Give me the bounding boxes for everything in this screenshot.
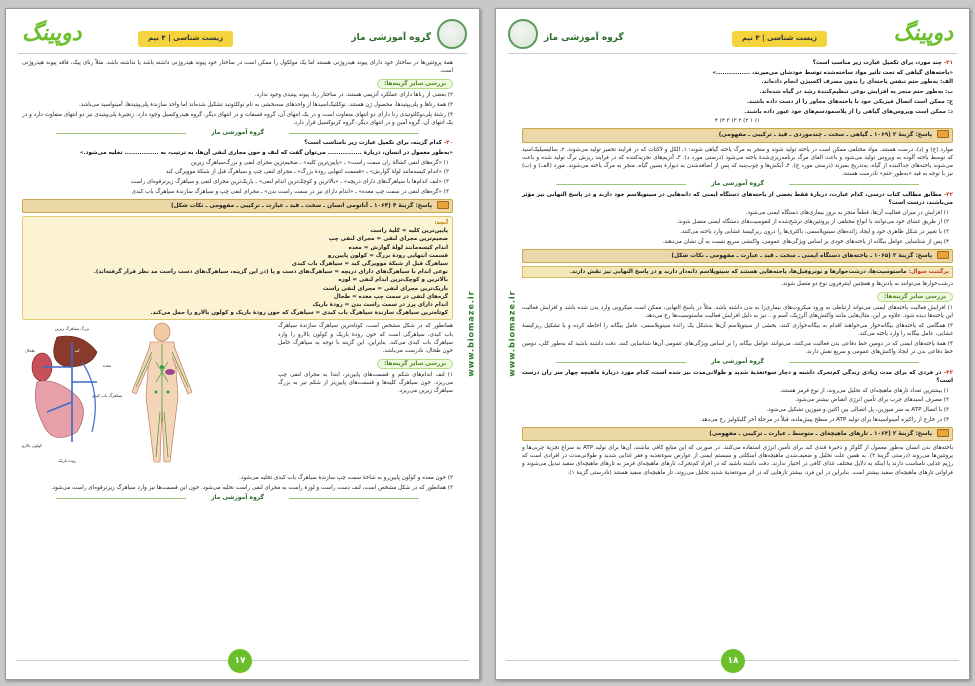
answer-bar [522,249,953,263]
note-bar [522,266,953,278]
review-3: ۳) همانطور که در شکل مشخص است، لنف دست راست و لوزهٔ راست به مجرای لنفی راست تخلیه می‌شود. خون این قسمت‌ها نیز وارد سیاهرگ زیرترقوه‌ای راست می‌شود. [50,485,453,492]
answer-explanation: یاخته‌های بدن انسان به‌طور معمول از گلوکز و ذخیرهٔ قندی کبد برای تأمین انرژی استفاده می‌کنند. در صورتی که این منابع کافی نباشند، آن‌ها برای تولید ATP به سراغ تجزیهٔ چربی‌ها و پروتئین‌ها می‌روند (درستی گزینهٔ ۲). به همین علت تحلیل و ضعیف‌شدن ماهیچه‌های اسکلتی و سیستم ایمنی از عوارض سوءتغذیه و فقر غذایی شدید و طولانی‌مدت در افرادی است که رژیم غذایی نامناسب دارند یا اینکه به دلایل مختلف غذای کافی در اختیار ندارند. دقت داشته باشید که در افراد کم‌تحرک، تارهای ماهیچه‌ای قرمز به تارهای ماهیچه‌ای سفید تبدیل می‌شوند و فراوانی تارهای ماهیچه‌ای سفید بیشتر است. بنابراین در این فرد، بیشتر تارهایی که در اثر سوءتغذیهٔ شدید تحلیل می‌روند، تار ماهیچه‌ای سفید هستند (نادرستی گزینهٔ ۱). [522,445,954,476]
page-content [22,59,453,653]
group-watermark: گروه آموزشی ماز [22,129,453,137]
human-lymph-figure [122,322,202,467]
answer-text: پاسخ: گزینهٔ ۲ (۱۰۶۹ ـ گیاهی ـ سخت ـ چندموردی ـ قید ـ ترکیبی ـ مفهومی) [718,132,932,139]
question-43 [522,369,953,385]
brand-group-name: گروه آموزشی ماز [351,33,431,43]
fig-label: کبد [74,348,80,354]
review-3: ۳) همگامی که یاخته‌های بیگانه‌خوار می‌خواهند اقدام به بیگانه‌خواری کنند، بخشی از سیتوپلاسم آن‌ها به‌شکل یک زائدهٔ سیتوپلاسمی، عامل بیگانه را احاطه کرده و با تشکیل ریزکیسهٔ غشایی، عامل بیگانه را وارد یاخته می‌کند. [522,323,953,338]
dooping-logo: دوپینگ [893,21,953,46]
side-url-text: www.biomaze.ir [507,290,517,377]
note-text: ماستوسیت‌ها، درشت‌خوارها و نوتروفیل‌ها، یاخته‌هایی هستند که سیتوپلاسم دانه‌دار دارند و در پاسخ التهابی نیز نقش دارند. [569,269,907,276]
page-18 [495,8,970,680]
tip-line: کوتاه‌ترین سیاهرگ سازندهٔ سیاهرگ باب کبدی = سیاهرگ که خون رودهٔ باریک و کولون بالارو را حمل می‌کند. [150,310,448,317]
side-url-text: www.biomaze.ir [466,290,476,377]
option-review-4: ۴) رشتهٔ پلی‌نوکلئوتیدی رنا دارای دو انتهای متفاوت است و در یک انتهای آن، گروه فسفات و در انتهای دیگر، گروه هیدروکسیل وجود دارد. زنجیرهٔ پلی‌پپتیدی نیز دو انتهای متفاوت دارد و در یک انتهای آن، گروه آمین و در انتهای دیگر، گروه کربوکسیل قرار دارد. [22,111,453,126]
page-number: ۱۷ [228,649,252,673]
question-statement: «به‌طور معمول در انسان، دربارهٔ ................ می‌توان گفت که لنف و خون مجاری لنفی آن‌ها، به ترتیب، به ................ تخلیه می‌شود.» [79,149,453,156]
option-2: ۲) از طریق غشای خود می‌توانند با انواع مختلفی از پروتئین‌های ترشح‌شده از لنفوسیت‌های دستگاه ایمنی متصل شوند. [676,219,949,226]
group-watermark: گروه آموزشی ماز [522,358,953,366]
fig-label: بزرگ سیاهرگ زیرین [54,326,90,332]
answer-bar [522,427,953,441]
tip-line: گره‌های لنفی در سمت چپ معده = طحال [333,293,448,300]
group-watermark: گروه آموزشی ماز [522,180,953,188]
question-42 [522,191,953,207]
tip-line: ضخیم‌ترین مجرای لنفی = مجرای لنفی چپ [328,236,448,243]
review-1: ۱) افزایش فعالیت یاخته‌های ایمنی می‌تواند ارتباطی به ورود میکروب‌های بیماری‌زا به بدن داشته باشد. مثلاً در پاسخ التهابی، ممکن است میکروبی وارد بدن شده باشد و افزایش فعالیت این یاخته‌ها دیده شود. علاوه بر این، مثال‌هایی مانند واکنش‌های آلرژیک، آسم و... نیز به دلیل افزایش فعالیت ماستوسیت‌ها رخ می‌دهد. [522,305,953,320]
review-4: ۴) همهٔ یاخته‌های ایمنی که در دومین خط دفاعی بدن فعالیت می‌کنند، می‌توانند عوامل بیگانه را بر اساس ویژگی‌های عمومی آن‌ها شناسایی کنند. دقت داشته باشید که به‌طور کلی، دومین خط دفاعی بدن در ایجاد واکنش‌های عمومی و سریع نقش دارند. [522,340,953,356]
answer-text: پاسخ: گزینهٔ ۲ (۱۰۶۵ ـ یاخته‌های دستگاه ایمنی ـ سخت ـ قید ـ عبارت ـ مفهومی ـ نکات شکل) [671,252,932,259]
review-1: ۱) لنف اندام‌های شکم و قسمت‌های پایین‌تر، ابتدا به مجرای لنفی چپ می‌ریزد. خون سیاهرگ کلیه‌ها و قسمت‌های پایین‌تر از شکم نیز به بزرگ سیاهرگ زیرین می‌ریزد. [278,372,453,395]
other-options-heading: بررسی سایر گزینه‌ها: [877,292,953,302]
figure-area [22,322,453,472]
portal-vein-figure [22,322,122,467]
tip-line: اندام دارای پرز در سمت راست بدن = رودهٔ باریک [312,302,448,309]
tip-line: اندام کیسه‌مانند لولهٔ گوارش = معده [348,244,448,251]
option-1: ۱) بیشترین تعداد تارهای ماهیچه‌ای که تحلیل می‌روند، از نوع قرمز هستند. [779,387,949,394]
option-3: ۳) «لنف اندام‌ها با سیاهرگ‌های دارای دریچه» ـ «بالاترین و کوچک‌ترین اندام لنفی» ـ باریک‌ترین مجرای لنفی و سیاهرگ زیرترقوه‌ای راست [130,178,449,185]
group-watermark: گروه آموزشی ماز [22,494,453,502]
answer-text: پاسخ: گزینهٔ ۴ (۱۰۶۴ ـ آناتومی انسان ـ سخت ـ قید ـ عبارت ـ ترکیبی ـ مفهومی ـ نکات شکل) [170,202,432,209]
figure-explanation [278,322,453,397]
option-3: ۳) با تغییر در شکل ظاهری خود و ایجاد زائده‌های سیتوپلاسمی، باکتری‌ها را درون ریزکیسهٔ غشایی وارد یاخته می‌کنند. [679,228,949,235]
option-4: ۴) پس از شناسایی عوامل بیگانه از یاخته‌های خودی بر اساس ویژگی‌های عمومی، واکنشی سریع نسبت به آن نشان می‌دهند. [662,238,949,245]
fig-label: سیاهرگ باب کبدی [91,393,122,399]
question-text: کدام گزینه، برای تکمیل عبارت زیر نامناسب است؟ [304,140,442,147]
review-2: ۲) خون معده و کولون پایین‌رو به شاخهٔ سمت چپ سازندهٔ سیاهرگ باب کبدی تخلیه می‌شود. [239,475,453,482]
brain-logo-icon [437,19,467,49]
item-b: ب: به‌طور حتم منجر به افزایش نوعی تنظیم‌کنندهٔ رشد در گیاه شده‌اند. [759,89,953,96]
option-2: ۲) مصرف اسیدهای چرب برای تأمین انرژی انقباض بیشتر می‌شود. [794,397,949,404]
item-d: د: ممکن است ویروس‌های گیاهی را از پلاسمودسم‌های خود عبور داده باشند. [744,108,953,115]
answer-bar [22,199,453,213]
question-number: ۴۰- [443,140,453,147]
tip-line: پایین‌ترین کلیه = کلیهٔ راست [370,228,448,235]
question-text: مطابق مطالب کتاب درسی، کدام عبارت، دربارهٔ فقط بعضی از یاخته‌های دستگاه ایمنی که دانه‌هایی در سیتوپلاسم خود دارند و در پاسخ التهابی نیز مؤثر می‌باشند، درست است؟ [522,191,953,206]
other-options-heading: بررسی سایر گزینه‌ها: [377,79,453,89]
intro-paragraph: همهٔ پروتئین‌ها در ساختار خود دارای پیوند هیدروژنی هستند اما یک مولکول را ممکن است در ساختار خود پیوند هیدروژنی داشته باشد یا نداشته باشد. مثلاً رنای پیک، فاقد پیوند هیدروژنی است. [22,60,453,75]
tip-line: سیاهرگ قبل از شبکهٔ موویرگی کبد = سیاهرگ باب کبدی [291,261,448,268]
header-divider [508,53,957,54]
page-17 [5,8,480,680]
book-icon [937,429,949,437]
choices: ۱) ۱ ۲) ۲ ۳) ۳ ۴) ۴ [714,118,761,125]
book-icon [937,130,949,138]
topic-bar: زیست شناسی | ۴ نیم [138,31,233,47]
item-a: الف: به‌طور حتم تنفس یاخته‌ای را بدون مصرف اکسیژن انجام داده‌اند. [761,79,953,86]
option-4: ۴) «گره‌های لنفی در سمت چپ معده» ـ «اندام دارای نیز در سمت راست بدن» ـ مجرای لنفی چپ و سیاهرگ سازندهٔ سیاهرگ باب کبدی [131,188,449,195]
fig-label: طحال [25,348,35,354]
option-4: ۴) در خارج از راکیزه آمینواسیدها برای تولید ATP در سطح پیش‌ماده، قبلاً در مرحلهٔ آخر گلیکولیز رخ می‌دهد. [699,416,949,423]
option-1: ۱) «گره‌های لنفی کشالهٔ ران سمت راست» ـ «پایین‌ترین کلیه» ـ ضخیم‌ترین مجرای لنفی و بزرگ‌سیاهرگ زیرین [191,159,449,166]
option-1: ۱) افزایش در میزان فعالیت آن‌ها، قطعاً منجر به بروز بیماری‌های دستگاه ایمنی می‌شود. [745,209,949,216]
page-header [18,19,467,55]
option-2: ۲) «اندام کیسه‌مانند لولهٔ گوارش» ـ «قسمت انتهایی رودهٔ بزرگ» ـ مجرای لنفی چپ و سیاهرگ قبل از شبکهٔ موویرگی کبد [165,169,449,176]
page-number: ۱۸ [721,649,745,673]
option-review-2: ۲) بعضی از رناها دارای عملکرد آنزیمی هستند. در ساختار رنا، پیوند پپتیدی وجود ندارد. [254,92,453,99]
figure-text: همانطور که در شکل مشخص است، کوتاه‌ترین سیاهرگ سازندهٔ سیاهرگ باب کبدی، سیاهرگی است که خون رودهٔ باریک و کولون بالارو را وارد سیاهرگ باب کبدی می‌کند. بنابراین، این گزینه با توجه به سیاهرگ حامل خون طحال، نادرست می‌باشد. [278,323,453,355]
book-icon [437,201,449,209]
question-40 [22,139,453,147]
fig-label: کولون بالارو [22,443,42,449]
fig-label: معده [102,363,112,369]
dooping-logo: دوپینگ [22,21,82,46]
answer-text: پاسخ: گزینهٔ ۲ (۱۰۶۳ ـ تارهای ماهیچه‌ای ـ متوسط ـ عبارت ـ ترکیبی ـ مفهومی) [709,430,932,437]
tip-line: باریک‌ترین مجرای لنفی = مجرای لنفی راست [322,285,448,292]
answer-intro: درشت‌خوارها می‌توانند به پادتن‌ها و همچنین اینترفرون نوع دو متصل شوند. [781,281,953,288]
note-label: برگشت سوال: [908,269,949,276]
side-url [502,269,517,409]
question-number: ۴۳- [943,369,953,376]
tip-title: آنچه: [434,220,448,227]
tip-line: نوعی اندام با سیاهرگ‌های دارای دریچه = سیاهرگ‌های دست و پا (در این گزینه، سیاهرگ‌های دست راست مد نظر قرار گرفته‌اند). [93,269,448,276]
page-header [508,19,957,55]
question-statement: «یاخته‌های گیاهی که تحت تأثیر مواد ساخته‌شده توسط خودشان می‌میرند، ................» [712,69,953,76]
page-content [522,59,953,653]
option-3: ۳) با اتصال ATP به سر میوزین، پل اتصالی بین اکتین و میوزین تشکیل می‌شود. [766,406,949,413]
question-text: چند مورد، برای تکمیل عبارت زیر مناسب است؟ [812,60,942,66]
topic-bar: زیست شناسی | ۴ نیم [732,31,827,47]
other-options-heading: بررسی سایر گزینه‌ها: [377,359,453,369]
option-review-3: ۳) همهٔ رناها و پلی‌پپتیدها، محصول ژن هستند. نوکلئیک‌اسیدها از واحدهای سه‌بخشی به نام نوکلئوتید تشکیل شده‌اند اما واحد سازندهٔ پلی‌پپتیدها، آمینواسید می‌باشد. [78,101,453,108]
question-text: در فردی که برای مدت زیادی زندگی کم‌تحرک داشته و دچار سوءتغذیهٔ شدید و طولانی‌مدت نیز شده است، کدام مورد دربارهٔ ماهیچه چهار سر ران درست است؟ [522,369,953,384]
item-c: ج: ممکن است اتصال فیزیکی خود با یاخته‌های مجاور را از دست داده باشند. [746,98,953,105]
brand-group-name: گروه آموزشی ماز [544,33,624,43]
brain-logo-icon [508,19,538,49]
answer-explanation: موارد (ج) و (د)، درست هستند. مواد مختلفی ممکن است در یاخته تولید شوند و منجر به مرگ یاخته گیاهی شوند: ۱ـ الکل و لاکتات که در فرایند تخمیر تولید می‌شوند. ۲ـ سالیسیلیک‌اسید که توسط یاخته آلوده به ویروس تولید می‌شود و باعث القای مرگ برنامه‌ریزی‌شدهٔ یاخته می‌شود (درستی مورد د). ۳ـ آنزیم‌های تجزیه‌کننده که در فرایند ریزش برگ تولید شده و باعث می‌شوند یاخته‌های جداکننده از گیاه، به‌تدریج بمیرند (درستی مورد ج). ۴ـ آبکش‌ها و چوب‌پنبه که پس از اضافه‌شدن به دیوارهٔ پسین گیاه، منجر به مرگ یاخته می‌شوند. مورد (الف) و (ب) نیز با توجه به قید «به‌طور حتم» نادرست هستند. [522,146,954,178]
tip-line: بالاترین و کوچک‌ترین اندام لنفی = لوزه [338,277,448,284]
side-url [461,269,476,409]
question-number: ۴۲- [943,191,953,198]
fig-label: روده باریک [58,458,76,464]
tip-box [22,216,453,320]
answer-bar [522,128,953,142]
header-divider [18,53,467,54]
question-41 [522,59,953,67]
book-icon [937,251,949,259]
tip-line: قسمت انتهایی رودهٔ بزرگ = کولون پایین‌رو [327,252,448,259]
question-number: ۴۱- [943,60,953,66]
